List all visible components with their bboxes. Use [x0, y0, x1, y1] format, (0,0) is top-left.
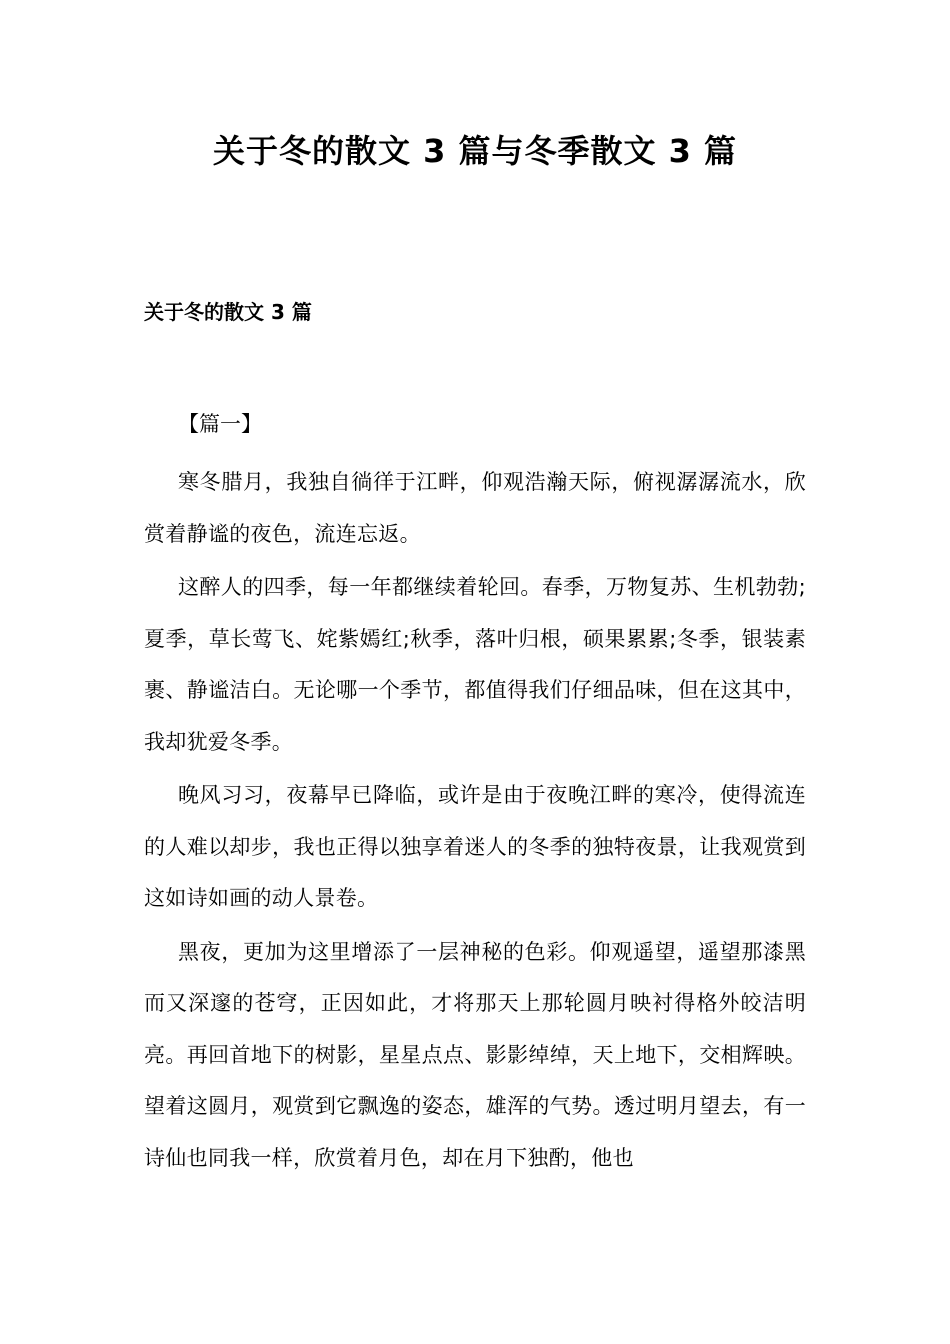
- article-label: 【篇一】: [178, 412, 262, 436]
- paragraph-1: 寒冬腊月，我独自徜徉于江畔，仰观浩瀚天际，俯视潺潺流水，欣赏着静谧的夜色，流连忘返。: [144, 470, 806, 546]
- document-title: 关于冬的散文 3 篇与冬季散文 3 篇: [212, 132, 738, 170]
- section-heading: 关于冬的散文 3 篇: [144, 300, 312, 324]
- paragraph-4: 黑夜，更加为这里增添了一层神秘的色彩。仰观遥望，遥望那漆黑而又深邃的苍穹，正因如此，才将那天上那轮圆月映衬得格外皎洁明亮。再回首地下的树影，星星点点、影影绰绰，天上地下，交相辉映。望着这圆月，观赏到它飘逸的姿态，雄浑的气势。透过明月望去，有一诗仙也同我一样，欣赏着月色，却在月下独酌，他也: [144, 939, 806, 1170]
- paragraph-3: 晚风习习，夜幕早已降临，或许是由于夜晚江畔的寒冷，使得流连的人难以却步，我也正得以独享着迷人的冬季的独特夜景，让我观赏到这如诗如画的动人景卷。: [144, 783, 806, 910]
- paragraph-2: 这醉人的四季，每一年都继续着轮回。春季，万物复苏、生机勃勃;夏季，草长莺飞、姹紫嫣红;秋季，落叶归根，硕果累累;冬季，银装素裹、静谧洁白。无论哪一个季节，都值得我们仔细品味，但在这其中，我却犹爱冬季。: [144, 575, 806, 754]
- article-body: [144, 457, 806, 1186]
